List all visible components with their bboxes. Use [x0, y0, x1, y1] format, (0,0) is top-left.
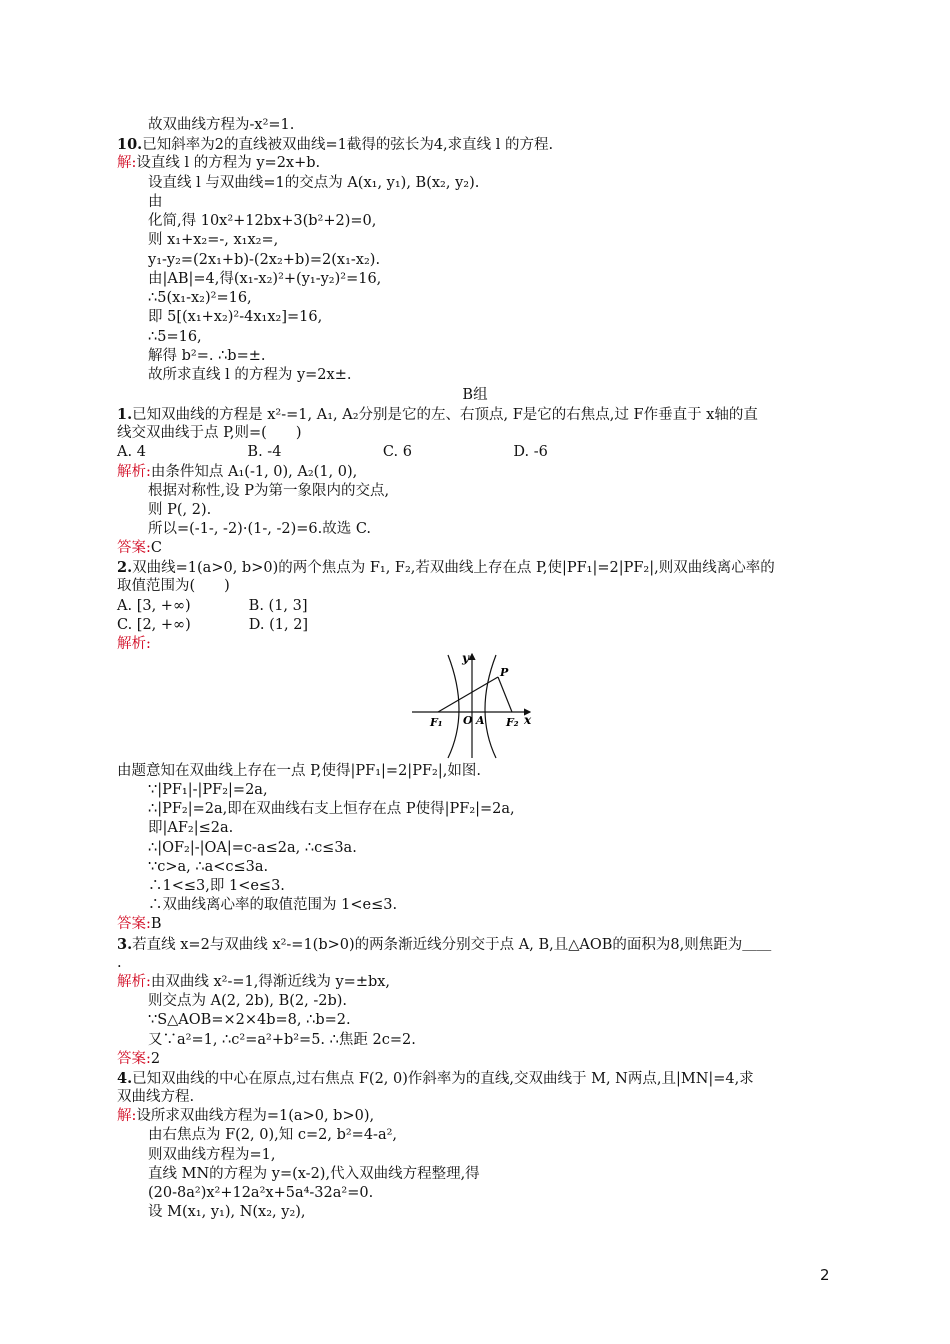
text-line: 设 M(x₁, y₁), N(x₂, y₂),	[148, 1204, 306, 1220]
answer-line: 答案:B	[117, 916, 162, 932]
text-line: (20-8a²)x²+12a²x+5a⁴-32a²=0.	[148, 1185, 374, 1201]
problem-10: 10.已知斜率为2的直线被双曲线=1截得的弦长为4,求直线 l 的方程.	[117, 136, 554, 153]
text-line: 直线 MN的方程为 y=(x-2),代入双曲线方程整理,得	[148, 1166, 480, 1182]
label-p: P	[500, 666, 509, 679]
text-line: 即 5[(x₁+x₂)²-4x₁x₂]=16,	[148, 309, 323, 325]
analysis-label: 解析:	[117, 464, 151, 480]
segment-p-f2	[498, 677, 512, 712]
text-line: 即|AF₂|≤2a.	[148, 820, 234, 836]
text-line: ∴5(x₁-x₂)²=16,	[148, 290, 252, 306]
solution-line: 解:设直线 l 的方程为 y=2x+b.	[117, 155, 321, 171]
solution-label: 解:	[117, 155, 137, 171]
left-branch	[448, 655, 459, 758]
text-line: 故双曲线方程为-x²=1.	[148, 117, 295, 133]
label-f1: F₁	[430, 716, 443, 729]
problem-4: 4.已知双曲线的中心在原点,过右焦点 F(2, 0)作斜率为的直线,交双曲线于 M, N两点,且|MN|=4,求	[117, 1070, 754, 1087]
answer-line: 答案:C	[117, 540, 162, 556]
label-o: O	[463, 714, 473, 727]
text-line: 所以=(-1-, -2)·(1-, -2)=6.故选 C.	[148, 521, 372, 537]
text-line: ∴|PF₂|=2a,即在双曲线右支上恒存在点 P使得|PF₂|=2a,	[148, 801, 515, 817]
text-line: 取值范围为( )	[117, 578, 230, 594]
problem-3: 3.若直线 x=2与双曲线 x²-=1(b>0)的两条渐近线分别交于点 A, B,且△AOB的面积为8,则焦距为＿＿	[117, 936, 772, 953]
text-line: 则 P(, 2).	[148, 502, 212, 518]
text-line: 设直线 l 与双曲线=1的交点为 A(x₁, y₁), B(x₂, y₂).	[148, 175, 480, 191]
options-line: C. [2, +∞) D. (1, 2]	[117, 617, 309, 633]
section-heading: B组	[462, 387, 488, 403]
text-line: ∵c>a, ∴a<c≤3a.	[148, 859, 269, 875]
right-branch	[485, 655, 496, 758]
text-line: .	[117, 955, 122, 971]
answer-label: 答案:	[117, 916, 151, 932]
text-line: 线交双曲线于点 P,则=( )	[117, 425, 302, 441]
text-line: 由右焦点为 F(2, 0),知 c=2, b²=4-a²,	[148, 1127, 398, 1143]
hyperbola-figure	[408, 650, 538, 760]
text-line: 解得 b²=. ∴b=±.	[148, 348, 266, 364]
analysis-line	[117, 635, 151, 654]
text-line: 故所求直线 l 的方程为 y=2x±.	[148, 367, 352, 383]
answer-label: 答案:	[117, 540, 151, 556]
solution-label: 解:	[117, 1108, 137, 1124]
solution-line: 解:设所求双曲线方程为=1(a>0, b>0),	[117, 1108, 375, 1124]
page-number: 2	[820, 1266, 830, 1284]
label-x: x	[524, 713, 532, 727]
text-line: ∴双曲线离心率的取值范围为 1<e≤3.	[148, 897, 398, 913]
text-line: 则交点为 A(2, 2b), B(2, -2b).	[148, 993, 347, 1009]
text-line: 由题意知在双曲线上存在一点 P,使得|PF₁|=2|PF₂|,如图.	[117, 763, 481, 779]
segment-f1-p	[438, 677, 498, 712]
answer-label: 答案:	[117, 1051, 151, 1067]
text-line: ∵|PF₁|-|PF₂|=2a,	[148, 782, 268, 798]
text-line: ∴1<≤3,即 1<e≤3.	[148, 878, 285, 894]
problem-2: 2.双曲线=1(a>0, b>0)的两个焦点为 F₁, F₂,若双曲线上存在点 P,使|PF₁|=2|PF₂|,则双曲线离心率的	[117, 559, 775, 576]
text-line: y₁-y₂=(2x₁+b)-(2x₂+b)=2(x₁-x₂).	[148, 252, 381, 268]
problem-1: 1.已知双曲线的方程是 x²-=1, A₁, A₂分别是它的左、右顶点, F是它的右焦点,过 F作垂直于 x轴的直	[117, 406, 758, 423]
options-line: A. [3, +∞) B. (1, 3]	[117, 598, 308, 614]
text-line: 化简,得 10x²+12bx+3(b²+2)=0,	[148, 213, 377, 229]
text-line: 则 x₁+x₂=-, x₁x₂=,	[148, 232, 279, 248]
analysis-line: 解析:由双曲线 x²-=1,得渐近线为 y=±bx,	[117, 974, 391, 990]
analysis-label: 解析:	[117, 974, 151, 990]
text-line: 根据对称性,设 P为第一象限内的交点,	[148, 483, 390, 499]
text-line: ∴5=16,	[148, 329, 202, 345]
text-line: 由	[148, 194, 163, 210]
text-line: 又∵a²=1, ∴c²=a²+b²=5. ∴焦距 2c=2.	[148, 1032, 416, 1048]
text-line: 双曲线方程.	[117, 1089, 195, 1105]
options-line: A. 4 B. -4 C. 6 D. -6	[117, 444, 548, 460]
analysis-label: 解析:	[117, 636, 151, 652]
text-line: ∵S△AOB=×2×4b=8, ∴b=2.	[148, 1012, 351, 1028]
text-line: 由|AB|=4,得(x₁-x₂)²+(y₁-y₂)²=16,	[148, 271, 382, 287]
label-y: y	[462, 651, 469, 665]
answer-line: 答案:2	[117, 1051, 161, 1067]
label-a: A	[476, 714, 485, 727]
text-line: ∴|OF₂|-|OA|=c-a≤2a, ∴c≤3a.	[148, 840, 357, 856]
text-line: 则双曲线方程为=1,	[148, 1147, 276, 1163]
label-f2: F₂	[506, 716, 519, 729]
analysis-line: 解析:由条件知点 A₁(-1, 0), A₂(1, 0),	[117, 464, 358, 480]
